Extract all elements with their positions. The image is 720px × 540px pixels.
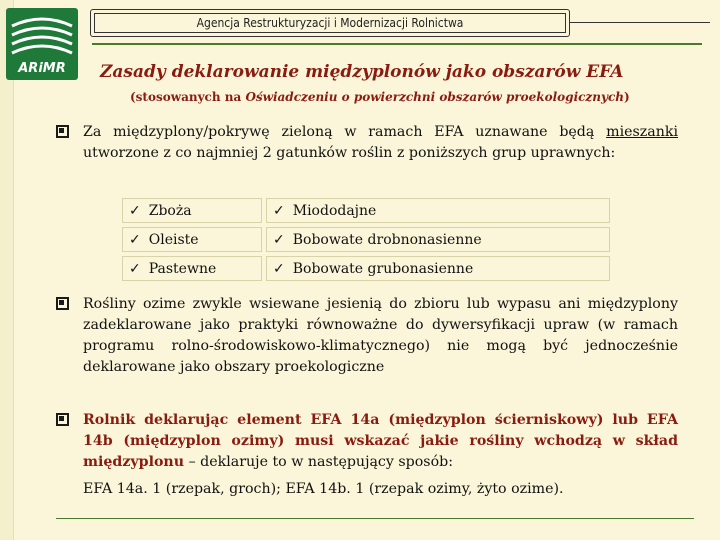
table-row <box>122 227 610 252</box>
top-divider <box>92 43 702 45</box>
table-cell: ✓ Bobowate grubonasienne <box>266 256 610 281</box>
left-strip <box>0 0 14 540</box>
bullet-winter-crops: Rośliny ozime zwykle wsiewane jesienią do zbioru lub wypasu ani międzyplony zadeklarowane jako praktyki równoważne do dywersyfikacji upraw (w ramach programu rolno-środowiskowo-klimatycznego) nie mogą być jednocześnie deklarowane jako obszary proekologiczne <box>56 294 678 378</box>
table-row <box>122 256 610 281</box>
slide-subtitle: (stosowanych na Oświadczeniu o powierzchni obszarów proekologicznych) <box>130 90 630 104</box>
check-icon: ✓ <box>273 260 285 277</box>
table-cell: ✓ Miododajne <box>266 198 610 223</box>
check-icon: ✓ <box>273 202 285 219</box>
slide-title: Zasady deklarowanie międzyplonów jako obszarów EFA <box>100 62 624 82</box>
bullet-mixtures: Za międzyplony/pokrywę zieloną w ramach EFA uznawane będą mieszanki utworzone z co najmniej 2 gatunków roślin z poniższych grup uprawnych: <box>56 122 678 164</box>
table-cell: ✓ Bobowate drobnonasienne <box>266 227 610 252</box>
agency-header <box>90 9 570 37</box>
check-icon: ✓ <box>273 231 285 248</box>
table-cell: ✓ Pastewne <box>122 256 262 281</box>
header-line <box>570 22 710 23</box>
declaration-example: EFA 14a. 1 (rzepak, groch); EFA 14b. 1 (rzepak ozimy, żyto ozime). <box>83 481 564 497</box>
bullet-farmer-declaration: Rolnik deklarując element EFA 14a (międzyplon ścierniskowy) lub EFA 14b (międzyplon ozimy) musi wskazać jakie rośliny wchodzą w skład międzyplonu – deklaruje to w następujący sposób: EFA 14a. 1 (rzepak, groch); EFA 14b. 1 (rzepak ozimy, żyto ozime). <box>56 410 678 500</box>
arimr-logo <box>6 8 78 80</box>
check-icon: ✓ <box>129 202 141 219</box>
table-row <box>122 198 610 223</box>
bullet-square-icon <box>56 297 69 310</box>
plant-groups-table <box>118 194 614 285</box>
bullet-square-icon <box>56 413 69 426</box>
agency-name: Agencja Restrukturyzacji i Modernizacji Rolnictwa <box>196 16 464 30</box>
table-cell: ✓ Zboża <box>122 198 262 223</box>
check-icon: ✓ <box>129 231 141 248</box>
bullet-square-icon <box>56 125 69 138</box>
bottom-divider <box>56 518 694 519</box>
check-icon: ✓ <box>129 260 141 277</box>
logo-text: ARiMR <box>18 61 66 76</box>
table-cell: ✓ Oleiste <box>122 227 262 252</box>
